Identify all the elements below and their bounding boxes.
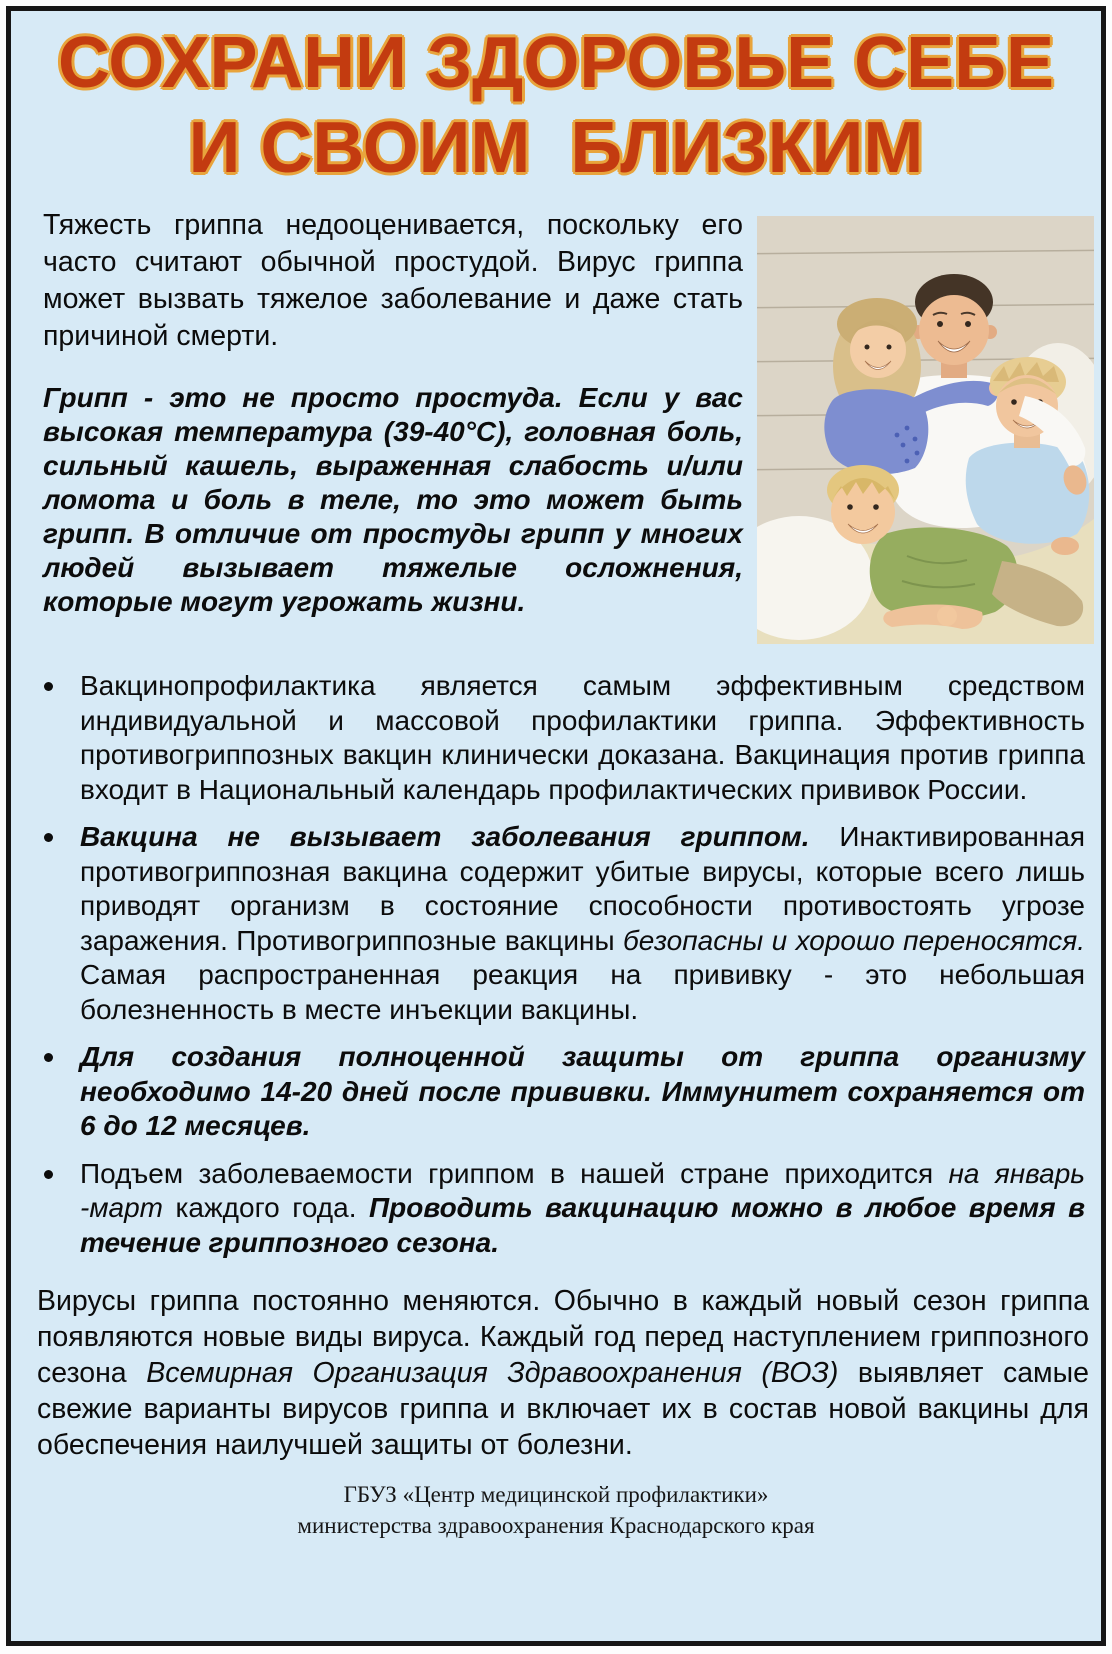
footer (11, 1479, 1101, 1541)
poster-title (11, 21, 1101, 191)
bullet-list (43, 669, 1085, 1273)
bullet-vaccine-safety: Вакцина не вызывает заболевания гриппом. Инактивированная противогриппозная вакцина содержит убитые вирусы, которые всего лишь приводят организм в состояние способности противостоять угрозе заражения. Противогриппозные вакцины безопасны и хорошо переносятся. Самая распространенная реакция на прививку - это небольшая болезненность в месте инъекции вакцины. (80, 820, 1085, 1027)
closing-paragraph: Вирусы гриппа постоянно меняются. Обычно в каждый новый сезон гриппа появляются новые виды вируса. Каждый год перед наступлением гриппозного сезона Всемирная Организация Здравоохранения (ВОЗ) выявляет самые свежие варианты вирусов гриппа и включает их в состав новой вакцины для обеспечения наилучшей защиты от болезни. (37, 1285, 1089, 1461)
bullet-immunity-timeline: Для создания полноценной защиты от гриппа организму необходимо 14-20 дней после прививки. Иммунитет сохраняется от 6 до 12 месяцев. (80, 1040, 1085, 1144)
family-photo (757, 216, 1094, 644)
title-line-2: И СВОИМ БЛИЗКИМ (188, 108, 924, 188)
bullet-vaccination-season: Подъем заболеваемости гриппом в нашей стране приходится на январь -март каждого года. Проводить вакцинацию можно в любое время в течение гриппозного сезона. (80, 1157, 1085, 1261)
intro-section (43, 207, 743, 619)
footer-org-line: ГБУЗ «Центр медицинской профилактики» (343, 1482, 769, 1507)
bullet-vaccination-effectiveness: Вакцинопрофилактика является самым эффективным средством индивидуальной и массовой профилактики гриппа. Эффективность противогриппозных вакцин клинически доказана. Вакцинация против гриппа входит в Национальный календарь профилактических прививок России. (80, 669, 1085, 807)
poster (6, 6, 1106, 1646)
footer-ministry-line: министерства здравоохранения Краснодарского края (297, 1513, 815, 1538)
intro-lead-paragraph: Тяжесть гриппа недооценивается, поскольку его часто считают обычной простудой. Вирус гриппа может вызвать тяжелое заболевание и даже стать причиной смерти. (43, 209, 743, 352)
title-line-1: СОХРАНИ ЗДОРОВЬЕ СЕБЕ (58, 23, 1054, 103)
flu-warning-paragraph: Грипп - это не просто простуда. Если у вас высокая температура (39-40°С), головная боль, сильный кашель, выраженная слабость и/или ломота и боль в теле, то это может быть грипп. В отличие от простуды грипп у многих людей вызывает тяжелые осложнения, которые могут угрожать жизни. (43, 382, 743, 617)
